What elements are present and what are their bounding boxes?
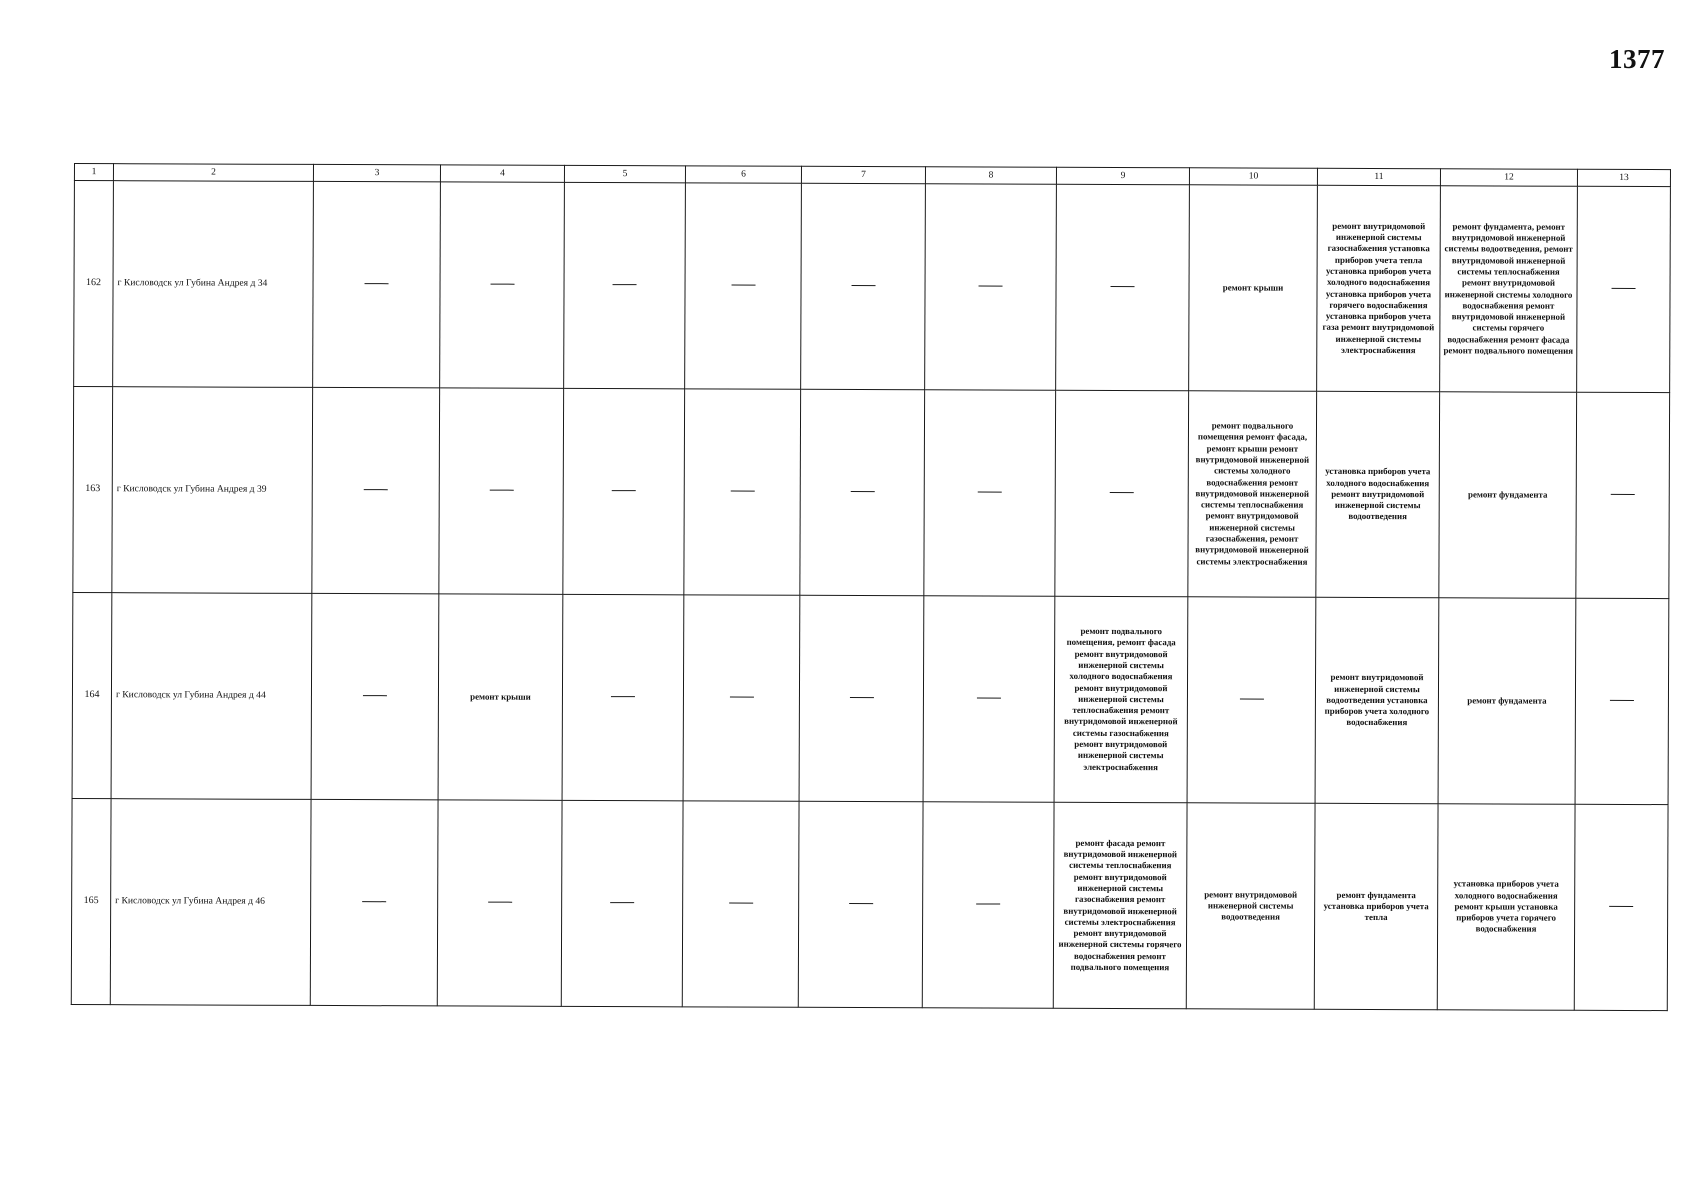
dash-mark	[849, 903, 873, 905]
header-col-10: 10	[1189, 168, 1317, 185]
empty-cell	[440, 182, 565, 388]
dash-mark	[1610, 700, 1634, 702]
work-cell-col-9: ремонт подвального помещения, ремонт фасада ремонт внутридомовой инженерной системы холодного водоснабжения ремонт внутридомовой инженерной системы теплоснабжения ремонт внутридомовой инженерной системы газоснабжения ремонт внутридомовой инженерной системы электроснабжения	[1054, 596, 1188, 803]
dash-mark	[612, 490, 636, 492]
header-col-9: 9	[1056, 167, 1189, 185]
row-number: 165	[71, 798, 111, 1004]
work-cell-col-4: ремонт крыши	[438, 594, 563, 800]
empty-cell	[1574, 804, 1668, 1010]
empty-cell	[562, 594, 684, 800]
empty-cell	[563, 388, 685, 594]
empty-cell	[1575, 598, 1669, 804]
dash-mark	[365, 283, 389, 285]
header-col-4: 4	[440, 165, 564, 182]
address-cell: г Кисловодск ул Губина Андрея д 44	[111, 593, 312, 800]
empty-cell	[925, 184, 1057, 391]
dash-mark	[613, 284, 637, 286]
empty-cell	[801, 183, 926, 389]
address-cell: г Кисловодск ул Губина Андрея д 39	[112, 387, 313, 594]
work-cell-col-11: ремонт фундамента установка приборов учета тепла	[1314, 803, 1438, 1009]
empty-cell	[799, 595, 924, 801]
dash-mark	[731, 284, 755, 286]
header-col-6: 6	[685, 166, 801, 183]
empty-cell	[561, 800, 683, 1006]
repair-schedule-table-wrapper	[74, 163, 1670, 1005]
dash-mark	[979, 285, 1003, 287]
dash-mark	[1110, 492, 1134, 494]
work-cell-col-12: ремонт фундамента, ремонт внутридомовой инженерной системы водоотведения, ремонт внутридомовой инженерной системы теплоснабжения ремонт внутридомовой инженерной системы холодного водоснабжения ремонт внутридомовой инженерной системы горячего водоснабжения ремонт фасада ремонт подвального помещения	[1440, 186, 1578, 393]
dash-mark	[730, 490, 754, 492]
row-number: 163	[73, 387, 113, 593]
work-cell-col-12: установка приборов учета холодного водоснабжения ремонт крыши установка приборов учета горячего водоснабжения	[1437, 804, 1575, 1011]
work-cell-col-11: установка приборов учета холодного водоснабжения ремонт внутридомовой инженерной системы водоотведения	[1316, 391, 1440, 597]
empty-cell	[1187, 597, 1316, 803]
empty-cell	[1055, 390, 1189, 597]
page-number: 1377	[1609, 44, 1665, 74]
table-row	[73, 387, 1670, 599]
repair-schedule-table	[71, 163, 1671, 1011]
dash-mark	[610, 902, 634, 904]
dash-mark	[729, 902, 753, 904]
dash-mark	[1612, 288, 1636, 290]
table-row	[74, 181, 1671, 393]
empty-cell	[564, 182, 686, 388]
dash-mark	[490, 283, 514, 285]
empty-cell	[922, 802, 1054, 1009]
dash-mark	[976, 903, 1000, 905]
header-col-11: 11	[1317, 168, 1440, 185]
work-cell-col-9: ремонт фасада ремонт внутридомовой инженерной системы теплоснабжения ремонт внутридомовой инженерной системы газоснабжения ремонт внутридомовой инженерной системы электроснабжения ремонт внутридомовой инженерной системы горячего водоснабжения ремонт подвального помещения	[1053, 802, 1187, 1009]
dash-mark	[362, 901, 386, 903]
header-col-2: 2	[113, 164, 313, 182]
empty-cell	[311, 593, 439, 799]
empty-cell	[800, 389, 925, 595]
empty-cell	[312, 387, 440, 593]
header-col-1: 1	[74, 164, 113, 181]
address-cell: г Кисловодск ул Губина Андрея д 46	[110, 799, 311, 1006]
empty-cell	[685, 183, 802, 389]
empty-cell	[683, 595, 800, 801]
empty-cell	[439, 388, 564, 594]
empty-cell	[923, 596, 1055, 803]
table-row	[71, 798, 1668, 1010]
dash-mark	[1111, 286, 1135, 288]
empty-cell	[924, 390, 1056, 597]
header-col-12: 12	[1440, 169, 1577, 187]
work-cell-col-12: ремонт фундамента	[1439, 392, 1577, 599]
dash-mark	[1609, 906, 1633, 908]
header-col-5: 5	[564, 165, 685, 182]
dash-mark	[978, 491, 1002, 493]
header-col-3: 3	[313, 164, 440, 181]
empty-cell	[310, 799, 438, 1005]
empty-cell	[1576, 392, 1670, 598]
header-col-13: 13	[1577, 169, 1670, 186]
table-row	[72, 592, 1669, 804]
work-cell-col-10: ремонт крыши	[1189, 185, 1318, 391]
dash-mark	[850, 491, 874, 493]
dash-mark	[364, 489, 388, 491]
empty-cell	[684, 389, 801, 595]
dash-mark	[851, 285, 875, 287]
dash-mark	[849, 697, 873, 699]
work-cell-col-10: ремонт внутридомовой инженерной системы водоотведения	[1186, 803, 1315, 1009]
dash-mark	[611, 696, 635, 698]
header-col-7: 7	[801, 166, 925, 183]
dash-mark	[1239, 698, 1263, 700]
dash-mark	[488, 901, 512, 903]
row-number: 164	[72, 592, 112, 798]
empty-cell	[1056, 184, 1190, 391]
address-cell: г Кисловодск ул Губина Андрея д 34	[113, 181, 314, 388]
row-number: 162	[74, 181, 114, 387]
empty-cell	[1577, 186, 1671, 392]
dash-mark	[363, 695, 387, 697]
empty-cell	[437, 800, 562, 1006]
work-cell-col-12: ремонт фундамента	[1438, 598, 1576, 805]
work-cell-col-10: ремонт подвального помещения ремонт фасада, ремонт крыши ремонт внутридомовой инженерной системы холодного водоснабжения ремонт внутридомовой инженерной системы теплоснабжения ремонт внутридомовой инженерной системы газоснабжения, ремонт внутридомовой инженерной системы электроснабжения	[1188, 391, 1317, 597]
empty-cell	[798, 801, 923, 1007]
work-cell-col-11: ремонт внутридомовой инженерной системы водоотведения установка приборов учета холодного водоснабжения	[1315, 597, 1439, 803]
dash-mark	[977, 697, 1001, 699]
header-col-8: 8	[925, 167, 1056, 185]
empty-cell	[313, 181, 441, 387]
empty-cell	[682, 801, 799, 1007]
dash-mark	[489, 489, 513, 491]
dash-mark	[1611, 494, 1635, 496]
work-cell-col-11: ремонт внутридомовой инженерной системы газоснабжения установка приборов учета тепла установка приборов учета холодного водоснабжения установка приборов учета горячего водоснабжения установка приборов учета газа ремонт внутридомовой инженерной системы электроснабжения	[1317, 185, 1441, 391]
dash-mark	[729, 696, 753, 698]
